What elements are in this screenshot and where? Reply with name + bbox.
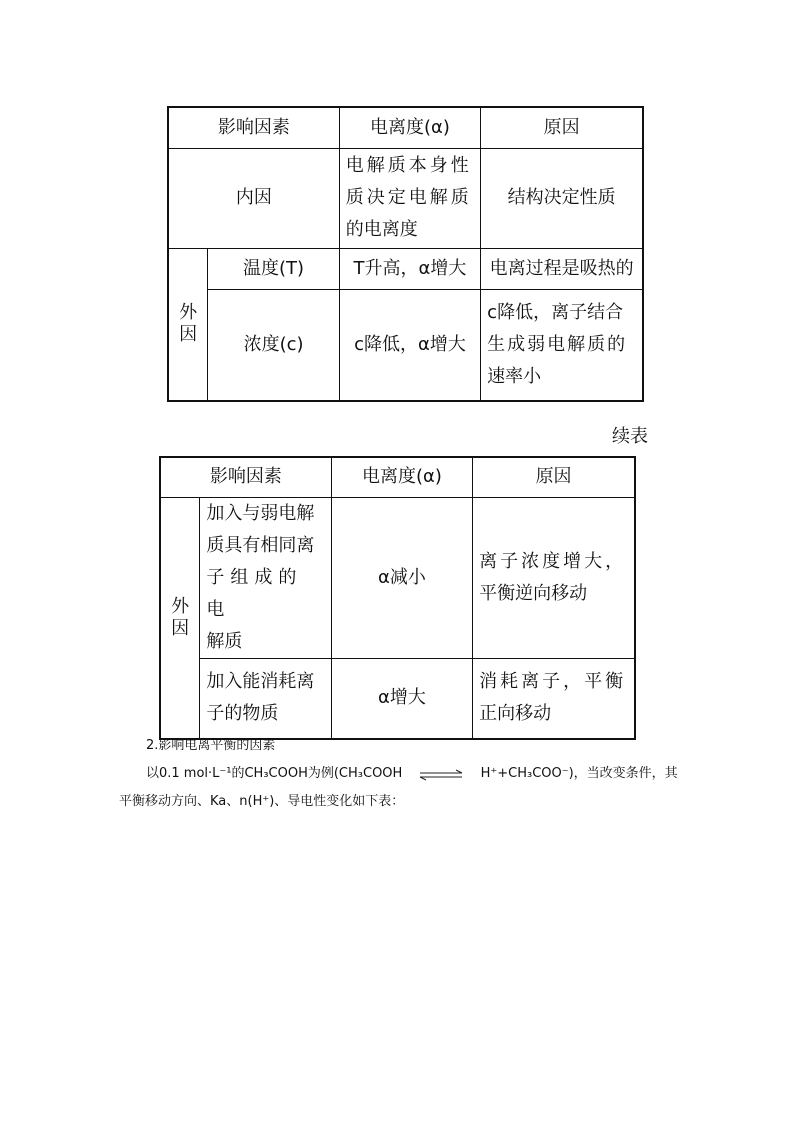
ion-consuming-factor-line: 加入能消耗离 (206, 671, 315, 693)
internal-reason-cell: 结构决定性质 (481, 148, 643, 248)
common-ion-degree-cell: α减小 (331, 497, 472, 658)
section-line-1-part-b: H⁺+CH₃COO⁻)，当改变条件，其 (480, 766, 678, 781)
section-line-1 (146, 764, 678, 784)
section-line-1-part-a: 以0.1 mol·L⁻¹的CH₃COOH为例(CH₃COOH (146, 766, 403, 781)
header-reason: 原因 (481, 107, 643, 148)
external-label-char: 因 (179, 324, 198, 346)
ionization-degree-table-continued (159, 456, 636, 740)
external-label-char: 因 (171, 617, 190, 639)
concentration-reason-cell (481, 289, 643, 401)
header-factor: 影响因素 (168, 107, 339, 148)
internal-factor-cell: 内因 (168, 148, 339, 248)
concentration-degree-cell: c降低，α增大 (339, 289, 480, 401)
header-reason: 原因 (473, 457, 635, 497)
ionization-degree-table (167, 106, 644, 402)
reversible-arrow-icon (418, 768, 464, 780)
common-ion-factor-line: 子组成的电 (206, 566, 303, 620)
internal-degree-line: 电解质本身性 (345, 155, 472, 176)
ion-consuming-degree-cell: α增大 (331, 658, 472, 739)
section-heading: 2.影响电离平衡的因素 (146, 738, 276, 753)
temperature-factor-cell: 温度(T) (208, 248, 339, 289)
common-ion-factor-cell (200, 497, 331, 658)
external-label-char: 外 (171, 595, 190, 617)
ion-consuming-reason-line: 消耗离子，平衡 (479, 671, 627, 693)
internal-degree-cell (339, 148, 480, 248)
common-ion-reason-cell (473, 497, 635, 658)
ion-consuming-factor-cell (200, 658, 331, 739)
temperature-degree-cell: T升高，α增大 (339, 248, 480, 289)
external-label-cell (168, 248, 208, 401)
ion-consuming-factor-line: 子的物质 (206, 703, 279, 725)
internal-degree-line: 的电离度 (345, 219, 418, 240)
ion-consuming-reason-line: 正向移动 (479, 703, 552, 725)
common-ion-factor-line: 质具有相同离 (206, 534, 315, 556)
ion-consuming-reason-cell (473, 658, 635, 739)
internal-degree-line: 质决定电解质 (345, 187, 472, 208)
header-degree: 电离度(α) (339, 107, 480, 148)
common-ion-factor-line: 解质 (206, 630, 243, 652)
concentration-reason-line: 生成弱电解质的 (487, 333, 628, 355)
section-line-2: 平衡移动方向、Ka、n(H⁺)、导电性变化如下表： (119, 794, 405, 809)
external-label-char: 外 (179, 302, 198, 324)
concentration-factor-cell: 浓度(c) (208, 289, 339, 401)
external-label-cell (160, 497, 200, 739)
concentration-reason-line: c降低，离子结合 (487, 301, 624, 323)
common-ion-reason-line: 平衡逆向移动 (479, 582, 588, 604)
header-factor: 影响因素 (160, 457, 331, 497)
temperature-reason-cell: 电离过程是吸热的 (481, 248, 643, 289)
header-degree: 电离度(α) (331, 457, 472, 497)
concentration-reason-line: 速率小 (487, 365, 542, 387)
common-ion-reason-line: 离子浓度增大， (479, 550, 627, 572)
common-ion-factor-line: 加入与弱电解 (206, 502, 315, 524)
continued-label: 续表 (612, 426, 648, 447)
